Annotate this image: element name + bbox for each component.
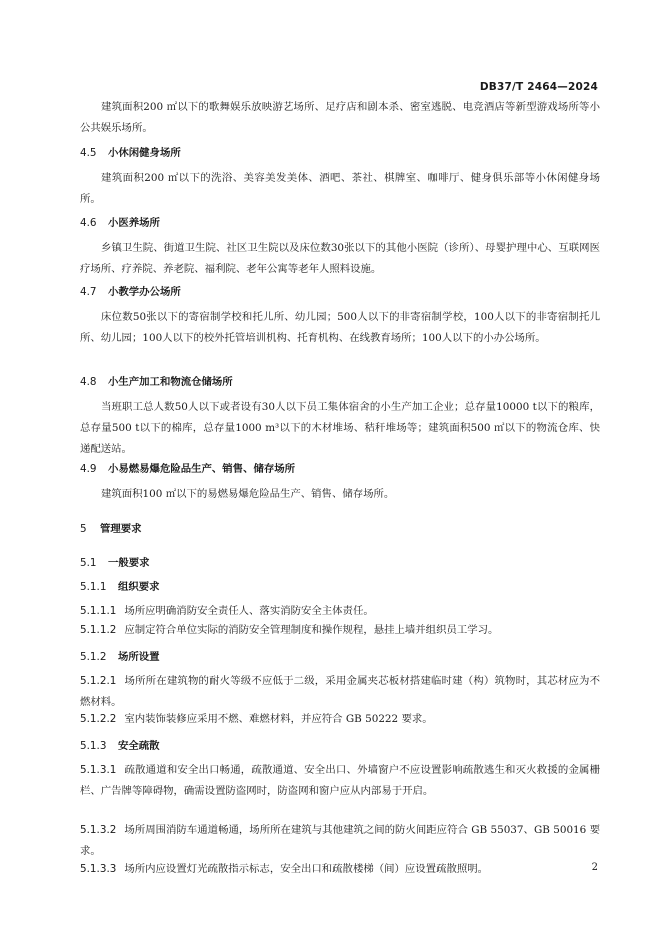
- clause-5-1-3-1: [80, 760, 600, 802]
- clause-number: 5.1.3.1: [80, 764, 117, 776]
- heading-title: 小医养场所: [108, 217, 160, 229]
- heading-number: 5.1.3: [80, 740, 107, 752]
- paragraph-4-9-body: 建筑面积100 ㎡以下的易燃易爆危险品生产、销售、储存场所。: [101, 488, 395, 500]
- heading-4-9: [80, 462, 295, 476]
- clause-5-1-3-2: [80, 820, 600, 862]
- heading-5: [80, 522, 142, 536]
- paragraph-4-4-body: 建筑面积200 ㎡以下的歌舞娱乐放映游艺场所、足疗店和剧本杀、密室逃脱、电竞酒店等新型游戏场所等小公共娱乐场所。: [80, 101, 600, 135]
- heading-title: 管理要求: [100, 523, 142, 535]
- heading-number: 4.8: [80, 376, 97, 388]
- clause-number: 5.1.2.1: [80, 675, 117, 687]
- clause-number: 5.1.3.2: [80, 824, 117, 836]
- heading-title: 小休闲健身场所: [108, 147, 181, 159]
- clause-5-1-2-2: [80, 709, 600, 730]
- clause-5-1-1-2: [80, 620, 600, 641]
- heading-title: 小生产加工和物流仓储场所: [108, 376, 233, 388]
- page-number: 2: [591, 862, 598, 873]
- heading-number: 4.5: [80, 147, 97, 159]
- clause-text: 疏散通道和安全出口畅通，疏散通道、安全出口、外墙窗户不应设置影响疏散逃生和灭火救援的金属栅栏、广告牌等障碍物，确需设置防盗网时，防盗网和窗户应从内部易于开启。: [80, 764, 600, 798]
- heading-title: 小易燃易爆危险品生产、销售、储存场所: [108, 463, 296, 475]
- clause-text: 室内装饰装修应采用不燃、难燃材料，并应符合 GB 50222 要求。: [124, 713, 433, 725]
- heading-title: 小教学办公场所: [108, 286, 181, 298]
- heading-number: 4.9: [80, 463, 97, 475]
- heading-title: 组织要求: [118, 581, 160, 593]
- heading-5-1-2: [80, 650, 160, 664]
- clause-number: 5.1.1.2: [80, 624, 117, 636]
- paragraph-4-6-body: 乡镇卫生院、街道卫生院、社区卫生院以及床位数30张以下的其他小医院（诊所）、母婴护理中心、互联网医疗场所、疗养院、养老院、福利院、老年公寓等老年人照料设施。: [80, 242, 600, 276]
- clause-text: 应制定符合单位实际的消防安全管理制度和操作规程，悬挂上墙并组织员工学习。: [124, 624, 499, 636]
- heading-title: 一般要求: [108, 557, 150, 569]
- heading-number: 4.6: [80, 217, 97, 229]
- clause-text: 场所内应设置灯光疏散指示标志，安全出口和疏散楼梯（间）应设置疏散照明。: [124, 863, 489, 875]
- clause-text: 场所应明确消防安全责任人、落实消防安全主体责任。: [124, 605, 374, 617]
- heading-4-7: [80, 285, 181, 299]
- paragraph-4-7-body: 床位数50张以下的寄宿制学校和托儿所、幼儿园；500人以下的非寄宿制学校，100人以下的非寄宿制托儿所、幼儿园；100人以下的校外托管培训机构、托育机构、在线教育场所；100人以下的小办公场所。: [80, 311, 600, 345]
- heading-number: 4.7: [80, 286, 97, 298]
- heading-number: 5: [80, 523, 87, 535]
- clause-number: 5.1.3.3: [80, 863, 117, 875]
- heading-4-6: [80, 216, 160, 230]
- clause-5-1-3-3: [80, 859, 560, 880]
- heading-number: 5.1: [80, 557, 97, 569]
- heading-number: 5.1.1: [80, 581, 107, 593]
- clause-text: 场所周围消防车通道畅通，场所所在建筑与其他建筑之间的防火间距应符合 GB 55037、GB 50016 要求。: [80, 824, 600, 858]
- clause-5-1-2-1: [80, 671, 600, 713]
- heading-title: 场所设置: [118, 651, 160, 663]
- heading-5-1-1: [80, 580, 160, 594]
- clause-number: 5.1.1.1: [80, 605, 117, 617]
- heading-number: 5.1.2: [80, 651, 107, 663]
- heading-4-8: [80, 375, 233, 389]
- standard-code: DB37/T 2464—2024: [479, 81, 598, 93]
- heading-5-1-3: [80, 739, 160, 753]
- clause-number: 5.1.2.2: [80, 713, 117, 725]
- heading-4-5: [80, 146, 181, 160]
- heading-title: 安全疏散: [118, 740, 160, 752]
- paragraph-4-8-body: 当班职工总人数50人以下或者设有30人以下员工集体宿舍的小生产加工企业；总存量10000 t以下的粮库，总存量500 t以下的棉库，总存量1000 m³以下的木材堆场、秸秆堆场等；建筑面积500 ㎡以下的物流仓库、快递配送站。: [80, 401, 600, 456]
- heading-5-1: [80, 556, 150, 570]
- clause-text: 场所所在建筑物的耐火等级不应低于二级，采用金属夹芯板材搭建临时建（构）筑物时，其芯材应为不燃材料。: [80, 675, 600, 709]
- paragraph-4-5-body: 建筑面积200 ㎡以下的洗浴、美容美发美体、酒吧、茶社、棋牌室、咖啡厅、健身俱乐部等小休闲健身场所。: [80, 172, 600, 206]
